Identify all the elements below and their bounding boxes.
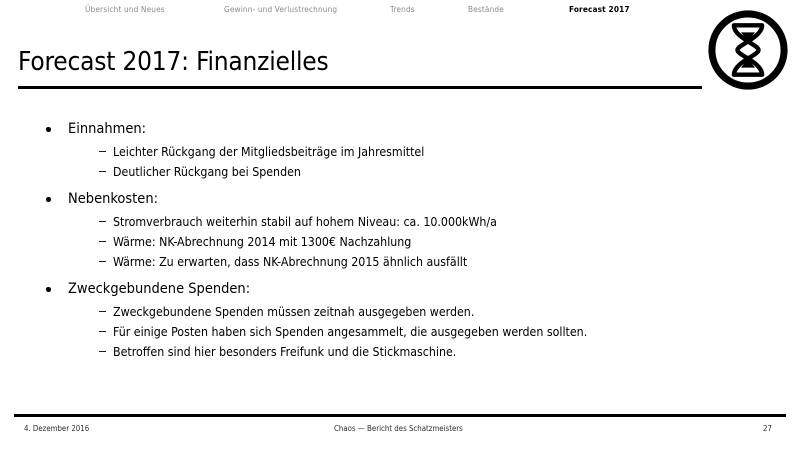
footer-page-number: 27 — [763, 424, 772, 433]
sub-bullet-item — [0, 322, 800, 342]
bullet-dot-icon — [46, 287, 51, 292]
hourglass-circle-logo-icon — [704, 6, 792, 94]
nav-item-uebersicht-und-neues[interactable]: Übersicht und Neues — [85, 4, 165, 14]
page-title: Forecast 2017: Finanzielles — [18, 47, 329, 77]
dash-marker-icon — [99, 221, 106, 222]
nav-item-forecast-2017[interactable]: Forecast 2017 — [569, 4, 630, 14]
dash-marker-icon — [99, 351, 106, 352]
nav-item-gewinn-und-verlustrechnung[interactable]: Gewinn- und Verlustrechnung — [224, 4, 338, 14]
sub-bullet-label: Wärme: Zu erwarten, dass NK-Abrechnung 2015 ähnlich ausfällt — [113, 255, 468, 269]
nav-item-trends[interactable]: Trends — [390, 4, 415, 14]
bullet-heading-label: Einnahmen: — [68, 121, 147, 137]
sub-bullet-label: Betroffen sind hier besonders Freifunk und die Stickmaschine. — [113, 345, 457, 359]
bullet-dot-icon — [46, 127, 51, 132]
sub-bullet-item — [0, 142, 800, 162]
footer-divider — [14, 414, 786, 417]
bullet-heading-label: Nebenkosten: — [68, 191, 158, 207]
sub-bullet-item — [0, 302, 800, 322]
sub-bullet-label: Für einige Posten haben sich Spenden angesammelt, die ausgegeben werden sollten. — [113, 325, 588, 339]
dash-marker-icon — [99, 331, 106, 332]
slide-footer — [0, 423, 800, 437]
sub-bullet-list — [0, 142, 800, 182]
sub-bullet-item — [0, 232, 800, 252]
dash-marker-icon — [99, 241, 106, 242]
dash-marker-icon — [99, 261, 106, 262]
sub-bullet-label: Stromverbrauch weiterhin stabil auf hohem Niveau: ca. 10.000kWh/a — [113, 215, 497, 229]
sub-bullet-item — [0, 252, 800, 272]
bullet-heading — [0, 188, 800, 211]
sub-bullet-label: Zweckgebundene Spenden müssen zeitnah ausgegeben werden. — [113, 305, 475, 319]
nav-item-bestaende[interactable]: Bestände — [468, 4, 504, 14]
bullet-dot-icon — [46, 197, 51, 202]
sub-bullet-label: Wärme: NK-Abrechnung 2014 mit 1300€ Nachzahlung — [113, 235, 412, 249]
bullet-heading — [0, 278, 800, 301]
content-group — [0, 278, 800, 362]
sub-bullet-item — [0, 342, 800, 362]
content-group — [0, 118, 800, 182]
sub-bullet-item — [0, 212, 800, 232]
dash-marker-icon — [99, 151, 106, 152]
footer-date: 4. Dezember 2016 — [24, 424, 90, 433]
sub-bullet-list — [0, 302, 800, 362]
bullet-heading — [0, 118, 800, 141]
slide-content — [0, 118, 800, 368]
title-divider — [18, 86, 702, 89]
sub-bullet-list — [0, 212, 800, 272]
sub-bullet-label: Leichter Rückgang der Mitgliedsbeiträge im Jahresmittel — [113, 145, 425, 159]
footer-title: Chaos — Bericht des Schatzmeisters — [334, 424, 463, 433]
sub-bullet-item — [0, 162, 800, 182]
bullet-heading-label: Zweckgebundene Spenden: — [68, 281, 251, 297]
content-group — [0, 188, 800, 272]
sub-bullet-label: Deutlicher Rückgang bei Spenden — [113, 165, 301, 179]
dash-marker-icon — [99, 171, 106, 172]
dash-marker-icon — [99, 311, 106, 312]
slide-navigation — [0, 3, 700, 19]
